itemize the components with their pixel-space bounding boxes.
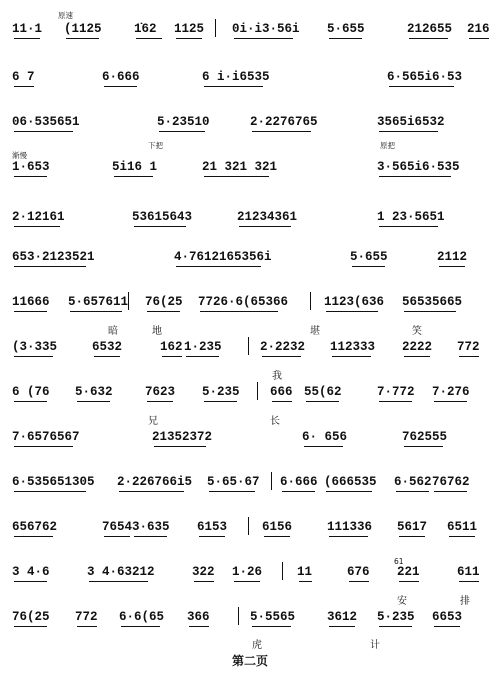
beam-underline <box>332 356 371 357</box>
measure-notes: 5·655 <box>327 22 365 36</box>
measure-notes: 11666 <box>12 295 50 309</box>
beam-underline <box>379 226 438 227</box>
bar-line <box>215 19 216 37</box>
measure-notes: 3 4·63212 <box>87 565 155 579</box>
measure-notes: 5·235 <box>202 385 240 399</box>
measure-notes: 5·23510 <box>157 115 210 129</box>
beam-underline <box>329 38 362 39</box>
beam-underline <box>70 311 122 312</box>
beam-underline <box>449 536 475 537</box>
measure-notes: (3·335 <box>12 340 58 354</box>
beam-underline <box>14 38 40 39</box>
beam-underline <box>14 536 53 537</box>
measure-notes: 162 <box>160 340 183 354</box>
score-line <box>12 610 490 624</box>
bar-line <box>257 382 258 400</box>
lyric-char: 暗 <box>108 326 118 337</box>
measure-notes: 6·666 <box>280 475 318 489</box>
measure-notes: 21234361 <box>237 210 298 224</box>
bar-line <box>248 337 249 355</box>
measure-notes: 11 <box>297 565 313 579</box>
lyric-char: 长 <box>270 416 280 427</box>
beam-underline <box>399 536 425 537</box>
beam-underline <box>77 401 110 402</box>
performance-annotation: 下把 <box>148 141 163 150</box>
beam-underline <box>264 536 290 537</box>
measure-notes: 1·26 <box>232 565 263 579</box>
beam-underline <box>14 176 47 177</box>
beam-underline <box>329 626 355 627</box>
measure-notes: 6 7 <box>12 70 35 84</box>
measure-notes: 3612 <box>327 610 358 624</box>
measure-notes: 1 23·5651 <box>377 210 445 224</box>
lyric-char: 安 <box>397 596 407 607</box>
measure-notes: 76(25 <box>12 610 50 624</box>
measure-notes: 611 <box>457 565 480 579</box>
beam-underline <box>439 266 465 267</box>
bar-line <box>310 292 311 310</box>
lyric-char: 堪 <box>310 326 320 337</box>
beam-underline <box>252 131 311 132</box>
measure-notes: 5·5565 <box>250 610 296 624</box>
measure-notes: 4·7612165356i <box>174 250 272 264</box>
measure-notes: 653·2123521 <box>12 250 95 264</box>
score-line <box>12 210 490 224</box>
beam-underline <box>189 626 209 627</box>
beam-underline <box>147 401 173 402</box>
measure-notes: 7·772 <box>377 385 415 399</box>
measure-notes: 221 <box>397 565 420 579</box>
measure-notes: 6·565i6·53 <box>387 70 463 84</box>
performance-annotation: 原速 <box>58 11 73 20</box>
bar-line <box>238 607 239 625</box>
beam-underline <box>252 626 291 627</box>
beam-underline <box>434 626 460 627</box>
beam-underline <box>159 131 205 132</box>
measure-notes: 2·12161 <box>12 210 65 224</box>
measure-notes: 55(62 <box>304 385 342 399</box>
measure-notes: 112333 <box>330 340 376 354</box>
beam-underline <box>326 311 378 312</box>
page-footer: 第二页 <box>231 654 268 668</box>
beam-underline <box>104 86 137 87</box>
beam-underline <box>469 38 489 39</box>
beam-underline <box>399 581 419 582</box>
measure-notes: 7·276 <box>432 385 470 399</box>
measure-notes: 5i16 1 <box>112 160 158 174</box>
beam-underline <box>329 536 368 537</box>
measure-notes: 216 <box>467 22 490 36</box>
measure-notes: 21352372 <box>152 430 213 444</box>
measure-notes: 656762 <box>12 520 58 534</box>
score-line <box>12 385 490 399</box>
score-line <box>12 22 490 36</box>
beam-underline <box>176 266 261 267</box>
beam-underline <box>134 536 167 537</box>
measure-notes: 7654 <box>102 520 133 534</box>
beam-underline <box>14 626 47 627</box>
measure-notes: 56535665 <box>402 295 463 309</box>
beam-underline <box>14 266 86 267</box>
lyric-char: 虎 <box>252 640 262 651</box>
beam-underline <box>14 311 47 312</box>
beam-underline <box>204 176 269 177</box>
measure-notes: 7623 <box>145 385 176 399</box>
measure-notes: 0i·i3·56i <box>232 22 300 36</box>
score-line <box>12 475 490 489</box>
beam-underline <box>379 176 451 177</box>
beam-underline <box>404 356 430 357</box>
score-line <box>12 250 490 264</box>
score-line <box>12 160 490 174</box>
measure-notes: 2·2276765 <box>250 115 318 129</box>
measure-notes: 5617 <box>397 520 428 534</box>
bar-line <box>248 517 249 535</box>
beam-underline <box>379 131 438 132</box>
beam-underline <box>194 581 214 582</box>
measure-notes: 322 <box>192 565 215 579</box>
beam-underline <box>14 86 34 87</box>
measure-notes: 5·655 <box>350 250 388 264</box>
measure-notes: 6·6(65 <box>119 610 165 624</box>
measure-notes: 6153 <box>197 520 228 534</box>
beam-underline <box>14 356 53 357</box>
lyric-char: 地 <box>152 326 162 337</box>
measure-notes: 772 <box>75 610 98 624</box>
beam-underline <box>162 356 182 357</box>
beam-underline <box>459 356 479 357</box>
beam-underline <box>434 491 467 492</box>
beam-underline <box>14 226 60 227</box>
measure-notes: 53615643 <box>132 210 193 224</box>
measure-notes: 772 <box>457 340 480 354</box>
measure-notes: 6· 656 <box>302 430 348 444</box>
beam-underline <box>349 581 369 582</box>
beam-underline <box>234 581 260 582</box>
measure-notes: 6532 <box>92 340 123 354</box>
beam-underline <box>14 131 73 132</box>
lyric-char: 笑 <box>412 326 422 337</box>
measure-notes: 6·535651305 <box>12 475 95 489</box>
measure-notes: 6·666 <box>102 70 140 84</box>
beam-underline <box>239 226 291 227</box>
measure-notes: 76(25 <box>145 295 183 309</box>
beam-underline <box>262 356 301 357</box>
performance-annotation: 61 <box>394 557 404 566</box>
measure-notes: 1·235 <box>184 340 222 354</box>
beam-underline <box>379 626 412 627</box>
beam-underline <box>326 491 372 492</box>
measure-notes: 1·653 <box>12 160 50 174</box>
measure-notes: 1̇62 <box>134 22 157 36</box>
beam-underline <box>234 38 293 39</box>
beam-underline <box>66 38 99 39</box>
performance-annotation: 原把 <box>380 141 395 150</box>
measure-notes: 2112 <box>437 250 468 264</box>
lyric-char: 计 <box>370 640 380 651</box>
beam-underline <box>14 401 47 402</box>
beam-underline <box>282 491 315 492</box>
measure-notes: 7726·6(65366 <box>198 295 289 309</box>
measure-notes: 3565i6532 <box>377 115 445 129</box>
beam-underline <box>114 176 153 177</box>
measure-notes: 3 4·6 <box>12 565 50 579</box>
beam-underline <box>352 266 385 267</box>
bar-line <box>282 562 283 580</box>
beam-underline <box>459 581 479 582</box>
beam-underline <box>176 38 202 39</box>
score-line <box>12 70 490 84</box>
measure-notes: 2222 <box>402 340 433 354</box>
beam-underline <box>272 401 292 402</box>
beam-underline <box>204 401 237 402</box>
measure-notes: 6 i·i6535 <box>202 70 270 84</box>
measure-notes: 6511 <box>447 520 478 534</box>
measure-notes: 212655 <box>407 22 453 36</box>
beam-underline <box>186 356 219 357</box>
measure-notes: 06·535651 <box>12 115 80 129</box>
lyric-char: 我 <box>272 371 282 382</box>
beam-underline <box>14 446 73 447</box>
measure-notes: 5·65·67 <box>207 475 260 489</box>
measure-notes: 11·1 <box>12 22 43 36</box>
measure-notes: 6653 <box>432 610 463 624</box>
beam-underline <box>14 491 86 492</box>
measure-notes: 76762 <box>432 475 470 489</box>
beam-underline <box>154 446 206 447</box>
measure-notes: 6156 <box>262 520 293 534</box>
beam-underline <box>389 86 454 87</box>
measure-notes: 5·632 <box>75 385 113 399</box>
measure-notes: 1125 <box>174 22 205 36</box>
beam-underline <box>119 491 184 492</box>
measure-notes: 6·562 <box>394 475 432 489</box>
beam-underline <box>136 38 162 39</box>
beam-underline <box>404 311 456 312</box>
score-line <box>12 115 490 129</box>
beam-underline <box>434 401 467 402</box>
beam-underline <box>104 536 130 537</box>
beam-underline <box>306 401 339 402</box>
bar-line <box>128 292 129 310</box>
measure-notes: (666535 <box>324 475 377 489</box>
score-line <box>12 520 490 534</box>
beam-underline <box>396 491 429 492</box>
performance-annotation: 渐慢 <box>12 151 27 160</box>
measure-notes: (1125 <box>64 22 102 36</box>
measure-notes: 5·657611 <box>68 295 129 309</box>
beam-underline <box>199 536 225 537</box>
lyric-char: 兄 <box>148 416 158 427</box>
lyric-char: 排 <box>460 596 470 607</box>
beam-underline <box>134 226 186 227</box>
measure-notes: 111336 <box>327 520 373 534</box>
beam-underline <box>299 581 312 582</box>
beam-underline <box>14 581 47 582</box>
measure-notes: 3·565i6·535 <box>377 160 460 174</box>
measure-notes: 3·635 <box>132 520 170 534</box>
beam-underline <box>209 491 255 492</box>
beam-underline <box>204 86 263 87</box>
measure-notes: 2·226766i5 <box>117 475 193 489</box>
score-line <box>12 295 490 309</box>
measure-notes: 7·6576567 <box>12 430 80 444</box>
measure-notes: 1123(636 <box>324 295 385 309</box>
measure-notes: 762555 <box>402 430 448 444</box>
beam-underline <box>404 446 443 447</box>
beam-underline <box>409 38 448 39</box>
beam-underline <box>304 446 343 447</box>
score-line <box>12 340 490 354</box>
measure-notes: 676 <box>347 565 370 579</box>
beam-underline <box>147 311 180 312</box>
measure-notes: 366 <box>187 610 210 624</box>
beam-underline <box>121 626 160 627</box>
measure-notes: 21 321 321 <box>202 160 278 174</box>
beam-underline <box>77 626 97 627</box>
beam-underline <box>94 356 120 357</box>
bar-line <box>271 472 272 490</box>
measure-notes: 6 (76 <box>12 385 50 399</box>
beam-underline <box>379 401 412 402</box>
measure-notes: 5·235 <box>377 610 415 624</box>
beam-underline <box>200 311 278 312</box>
score-line <box>12 565 490 579</box>
measure-notes: 2·2232 <box>260 340 306 354</box>
score-line <box>12 430 490 444</box>
measure-notes: 666 <box>270 385 293 399</box>
beam-underline <box>89 581 148 582</box>
